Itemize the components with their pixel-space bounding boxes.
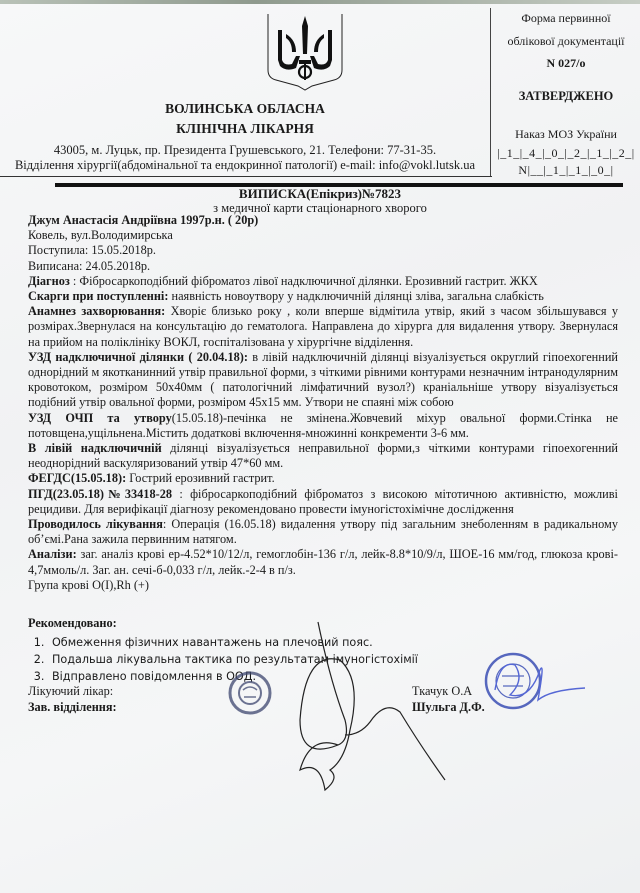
department-head-label: Зав. відділення: [28, 700, 117, 714]
recommendations-title: Рекомендовано: [28, 616, 117, 631]
attending-doctor-name: Ткачук О.А [412, 684, 473, 698]
document-subtitle: з медичної карти стаціонарного хворого [213, 201, 427, 215]
complaints-text: наявність новоутвору у надключичній ділянці зліва, загальна слабкість [168, 289, 544, 304]
ultrasound-neck [28, 350, 618, 411]
admission-date: Поступила: 15.05.2018р. [28, 243, 156, 258]
lab-tests-label: Аналізи: [28, 547, 77, 562]
department-head-name: Шульга Д.Ф. [412, 700, 485, 714]
order-label: Наказ МОЗ України [515, 127, 617, 141]
diagnosis-text: : Фібросаркоподібний фіброматоз лівої надключичної ділянки. Ерозивний гастрит. ЖКХ [69, 273, 538, 288]
form-number: N 027/о [546, 56, 586, 70]
histology [28, 487, 618, 517]
signature-names [412, 683, 485, 715]
attending-doctor-label: Лікуючий лікар: [28, 684, 114, 698]
ultrasound-neck-text: в лівій надключичній ділянці візуалізується округлий гіпоехогенний однорідний м якотканинний утвір правильної форми, з чіткими рівними контурами незначним інтранодулярним кровотоком, розміром 50х40мм ( патологічний лімфатичний вузол?) краніальніше утвору візуалізується подібний утвір овальної форми, розміром 45х15 мм. Утвори не спаяні між собою [28, 349, 618, 410]
approved-label: ЗАТВЕРДЖЕНО [518, 89, 614, 103]
histology-text: : фібросаркоподібний фіброматоз з високою мітотичною активністю, можливі рецидиви. Для верифікації діагнозу рекомендовано провести імуногістохімічне дослідження [28, 486, 618, 516]
form-label-line2: облікової документації [507, 34, 625, 48]
hospital-name-line1: ВОЛИНСЬКА ОБЛАСНА [165, 101, 325, 116]
treatment-label: Проводилось лікування [28, 517, 163, 532]
ultrasound-left [28, 441, 618, 471]
recommendations-list [28, 634, 618, 685]
ultrasound-abdomen-label: УЗД ОЧП та утвору [28, 410, 172, 425]
ultrasound-neck-label: УЗД надключичної ділянки ( 20.04.18): [28, 349, 248, 364]
ultrasound-abdomen [28, 411, 618, 441]
fegds [28, 471, 618, 486]
document-title: ВИПИСКА(Епікриз)№7823 [238, 186, 402, 201]
lab-tests [28, 547, 618, 577]
hospital-address: 43005, м. Луцьк, пр. Президента Грушевського, 21. Телефони: 77-31-35. [53, 143, 437, 157]
complaints-label: Скарги при поступленні: [28, 289, 169, 304]
anamnesis-label: Анамнез захворювання: [28, 304, 166, 319]
header-divider [0, 176, 492, 177]
order-date-code: |_1_|_4_|_0_|_2_|_1_|_2_| [497, 146, 635, 160]
recommendation-item: 1. Обмеження фізичних навантажень на плечовий пояс. [48, 634, 618, 651]
lab-tests-text: заг. аналіз крові ер-4.52*10/12/л, гемоглобін-136 г/л, лейк-8.8*10/9/л, ШОЕ-16 мм/год, глюкоза крові- 4,7ммоль/л. Заг. ан. сечі-б-0,033 г/л, лейк.-2-4 в п/з. [28, 547, 618, 577]
patient-address: Ковель, вул.Володимирська [28, 228, 173, 243]
recommendation-item: 3. Відправлено повідомлення в ООД. [48, 668, 618, 685]
treatment [28, 517, 618, 547]
ukraine-trident-icon [262, 12, 348, 94]
recommendation-item: 2. Подальша лікувальна тактика по результатам імуногістохімії [48, 651, 618, 668]
scan-edge [0, 0, 640, 4]
anamnesis [28, 304, 618, 350]
document-body [28, 213, 618, 685]
fegds-text: Гострий ерозивний гастрит. [126, 471, 275, 486]
order-number: N|__|_1_|_1_|_0_| [518, 163, 614, 177]
fegds-label: ФЕГДС(15.05.18): [28, 471, 127, 486]
complaints [28, 289, 618, 304]
histology-label: ПГД(23.05.18)№33418-28 [28, 486, 172, 501]
signature-labels [28, 683, 117, 715]
ultrasound-abdomen-text: (15.05.18)-печінка не змінена.Жовчевий міхур овальної форми.Стінка не потовщена,ущільнена.Містить додаткові включення-множинні конкременти 3-6 мм. [28, 410, 618, 440]
blood-group: Група крові O(I),Rh (+) [28, 577, 149, 592]
diagnosis-label: Діагноз [28, 273, 70, 288]
treatment-text: : Операція (16.05.18) видалення утвору під загальним знеболенням в радикальному об’ємі.Рана зажила первинним натягом. [28, 517, 618, 547]
patient-name: Джум Анастасія Андріївна 1997р.н. ( 20р) [28, 213, 259, 227]
diagnosis [28, 274, 618, 289]
form-label-line1: Форма первинної [521, 11, 611, 25]
ultrasound-left-text: ділянці візуалізується неправильної форми,з чіткими контурами гіпоехогенний неоднорідний васкуляризований утвір 47*60 мм. [28, 441, 618, 471]
ultrasound-left-label: В лівій надключичній [28, 441, 162, 456]
form-box-divider [490, 8, 491, 176]
hospital-name-line2: КЛІНІЧНА ЛІКАРНЯ [176, 121, 314, 136]
anamnesis-text: Хворіє близько року , коли вперше відмітила утвір, який з часом збільшувався у розмірах.Звернулася на консультацію до гематолога. Направлена до хірурга для видалення утвору. Звернулася на прийом на поліклініку ВОКЛ, госпіталізована у хірургічне відділення. [28, 304, 618, 349]
discharge-date: Виписана: 24.05.2018р. [28, 258, 151, 273]
department-contact: Відділення хірургії(абдомінальної та ендокринної патології) e-mail: info@vokl.lutsk.ua [14, 158, 476, 172]
